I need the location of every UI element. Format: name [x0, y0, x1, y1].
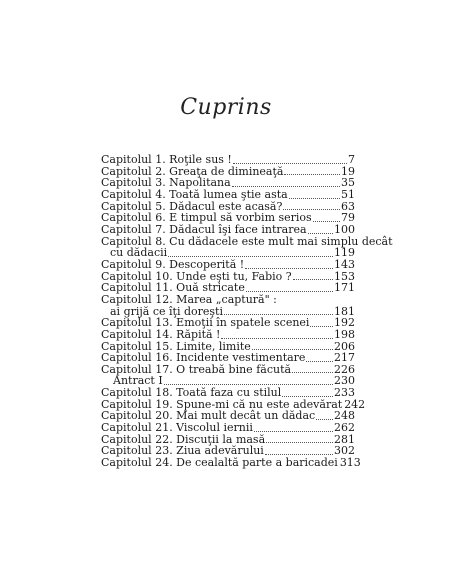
dot-leader [246, 283, 333, 292]
toc-entry-page: 171 [334, 281, 355, 295]
dot-leader [292, 364, 333, 373]
toc-entry-label: Capitolul 12. Marea „captură" : [101, 292, 277, 306]
toc-entry-label: Capitolul 3. Napolitana [101, 176, 231, 190]
dot-leader [266, 434, 333, 443]
toc-entry-page: 143 [334, 257, 355, 271]
toc-entry-label: Capitolul 20. Mai mult decât un dădac [101, 409, 316, 423]
toc-entry-page: 7 [348, 153, 355, 166]
toc-entry-page: 217 [334, 351, 355, 365]
toc-entry [101, 224, 355, 236]
dot-leader [168, 248, 333, 257]
toc-entry-label: Capitolul 6. E timpul să vorbim serios [101, 211, 312, 225]
toc-entry-label: Capitolul 24. De cealaltă parte a baricadei [101, 456, 338, 470]
toc-entry-label: Capitolul 14. Răpită ! [101, 327, 221, 341]
toc-entry-page: 302 [334, 444, 355, 458]
dot-leader [310, 318, 333, 327]
toc-entry [101, 456, 361, 470]
dot-leader [252, 341, 333, 350]
toc-entry [101, 259, 355, 271]
dot-leader [164, 376, 333, 385]
toc-entry-label: Capitolul 17. O treabă bine făcută [101, 362, 292, 376]
toc-entry-label: Capitolul 23. Ziua adevărului [101, 444, 264, 458]
table-of-contents [101, 153, 393, 470]
toc-entry-label: Capitolul 7. Dădacul îşi face intrarea [101, 222, 307, 236]
toc-entry-label: Antract I [113, 374, 163, 388]
toc-entry-label: Capitolul 1. Roţile sus ! [101, 153, 232, 166]
dot-leader [316, 411, 333, 420]
toc-entry-page: 242 [344, 397, 366, 411]
toc-entry [101, 189, 355, 201]
toc-entry-page: 262 [334, 421, 355, 435]
dot-leader [308, 225, 333, 234]
toc-entry-page: 181 [334, 304, 355, 318]
page-title: Cuprins [180, 95, 272, 120]
toc-entry-label: Capitolul 11. Ouă stricate [101, 281, 245, 295]
dot-leader [224, 306, 333, 315]
toc-entry [101, 294, 355, 317]
toc-entry-label: Capitolul 19. Spune-mi că nu este adevărat [101, 397, 343, 411]
toc-entry [101, 234, 393, 260]
toc-entry-label: Capitolul 18. Toată faza cu stilul [101, 386, 282, 400]
toc-entry-page: 19 [341, 164, 355, 178]
toc-entry-label-continued: cu dădacii [110, 246, 168, 260]
toc-entry-page: 192 [334, 316, 355, 330]
toc-entry-page: 198 [334, 327, 355, 341]
toc-entry-page: 100 [334, 222, 355, 236]
dot-leader [306, 353, 333, 362]
toc-entry-label: Capitolul 2. Greaţa de dimineaţă [101, 164, 284, 178]
toc-entry-page: 63 [341, 199, 355, 213]
dot-leader [289, 190, 340, 199]
dot-leader [233, 155, 347, 164]
toc-entry-page: 153 [334, 269, 355, 283]
toc-entry-label: Capitolul 8. Cu dădacele este mult mai simplu decât [101, 234, 393, 248]
dot-leader [265, 446, 333, 455]
toc-entry-page: 233 [334, 386, 355, 400]
toc-entry-label: Capitolul 21. Viscolul iernii [101, 421, 253, 435]
dot-leader [293, 271, 333, 280]
dot-leader [284, 166, 340, 175]
toc-entry-page: 79 [341, 211, 355, 225]
toc-entry-page: 230 [334, 374, 355, 388]
toc-entry-label-continued: ai grijă ce îţi doreşti [110, 304, 223, 318]
toc-entry [101, 154, 355, 166]
dot-leader [283, 201, 340, 210]
toc-entry-page: 226 [334, 362, 355, 376]
toc-entry-label: Capitolul 22. Discuţii la masă [101, 432, 266, 446]
toc-entry-page: 35 [341, 176, 355, 190]
dot-leader [254, 423, 333, 432]
dot-leader [221, 330, 333, 339]
dot-leader [232, 178, 340, 187]
toc-entry-page: 248 [334, 409, 355, 423]
toc-entry [101, 329, 355, 341]
toc-entry-page: 281 [334, 432, 355, 446]
toc-entry [101, 422, 355, 434]
toc-entry-label: Capitolul 5. Dădacul este acasă? [101, 199, 283, 213]
toc-entry-page: 51 [341, 187, 355, 201]
toc-entry-label: Capitolul 16. Incidente vestimentare [101, 351, 306, 365]
toc-entry-label: Capitolul 4. Toată lumea ştie asta [101, 187, 288, 201]
toc-entry-page: 206 [334, 339, 355, 353]
dot-leader [245, 260, 333, 269]
toc-entry-label: Capitolul 15. Limite, limite [101, 339, 251, 353]
dot-leader [282, 388, 333, 397]
toc-entry-page: 313 [339, 456, 361, 470]
toc-entry-label: Capitolul 13. Emoţii în spatele scenei [101, 316, 310, 330]
toc-entry-label: Capitolul 10. Unde eşti tu, Fabio ? [101, 269, 292, 283]
toc-entry-page: 119 [334, 246, 355, 260]
toc-entry-label: Capitolul 9. Descoperită ! [101, 257, 245, 271]
dot-leader [313, 213, 340, 222]
